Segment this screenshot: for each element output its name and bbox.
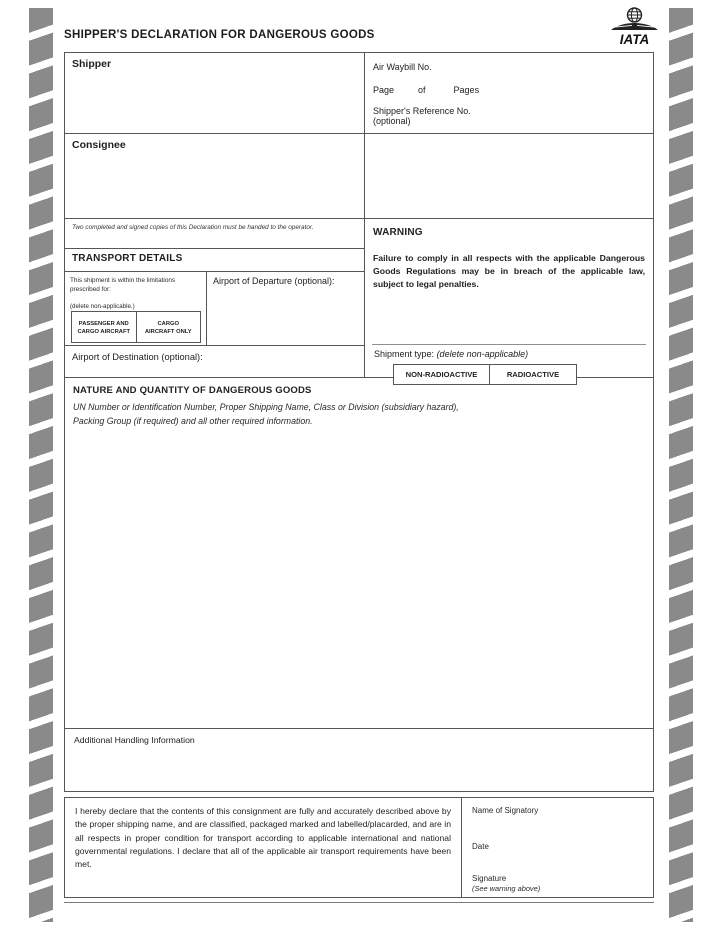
copies-note: Two completed and signed copies of this Declaration must be handed to the operator. (65, 219, 364, 249)
airport-of-destination-label: Airport of Destination (optional): (72, 352, 203, 362)
radioactive-option[interactable]: RADIOACTIVE (490, 365, 576, 384)
left-column (65, 53, 365, 377)
airport-of-destination-field[interactable] (65, 346, 364, 377)
date-field[interactable]: Date (472, 842, 489, 851)
limitations-line1: This shipment is within the limitations (70, 277, 176, 284)
air-waybill-label: Air Waybill No. (373, 62, 432, 72)
pages-label: Pages (453, 85, 480, 95)
shipper-field[interactable] (65, 53, 364, 134)
declaration-statement: I hereby declare that the contents of this consignment are fully and accurately described above by the proper shipping name, and are classified, packaged marked and labelled/placarded, and are in all respects in proper condition for transport according to applicable international and national governmental regulations. I declare that all of the applicable air transport requirements have been met. (65, 798, 462, 897)
air-waybill-field[interactable] (365, 53, 653, 134)
warning-body: Failure to comply in all respects with the applicable Dangerous Goods Regulations may be in breach of the applicable law, subject to legal penalties. (373, 253, 645, 289)
shipment-type-note: (delete non-applicable) (436, 349, 529, 359)
aircraft-limitation-options (71, 311, 201, 343)
airport-of-departure-label: Airport of Departure (optional): (213, 276, 335, 286)
right-column (365, 53, 653, 377)
warning-heading: WARNING (373, 227, 423, 238)
of-label: of (418, 85, 426, 95)
name-of-signatory-field[interactable]: Name of Signatory (472, 806, 539, 815)
delete-non-applicable-note: (delete non-applicable.) (70, 303, 135, 310)
consignee-label: Consignee (72, 139, 126, 151)
iata-logo-icon (610, 6, 659, 50)
nature-quantity-heading: NATURE AND QUANTITY OF DANGEROUS GOODS (73, 385, 312, 396)
additional-handling-label: Additional Handling Information (74, 735, 195, 745)
airport-of-departure-field[interactable] (207, 272, 364, 345)
iata-logo-text: IATA (619, 32, 650, 47)
hatched-border-right-icon (669, 8, 693, 922)
shipper-label: Shipper (72, 58, 112, 70)
shipment-type-options (393, 364, 577, 385)
hatched-border-left-icon (29, 8, 53, 922)
shipment-type-row (374, 349, 528, 359)
warning-divider (372, 344, 646, 345)
limitations-line2: prescribed for: (70, 286, 111, 293)
declaration-section (64, 797, 654, 898)
transport-details-label: TRANSPORT DETAILS (72, 253, 183, 264)
non-radioactive-option[interactable]: NON-RADIOACTIVE (394, 365, 490, 384)
page-of-pages-field[interactable] (373, 85, 645, 95)
limitations-cell (65, 272, 207, 345)
shippers-reference-optional-note: (optional) (373, 116, 411, 126)
cargo-aircraft-only-option[interactable]: CARGO AIRCRAFT ONLY (144, 321, 192, 335)
upper-form-grid (64, 52, 654, 378)
blank-field[interactable] (365, 134, 653, 219)
additional-handling-divider (64, 728, 654, 729)
nature-quantity-subheading: UN Number or Identification Number, Proper Shipping Name, Class or Division (subsidiary hazard), Packing Group (if required) and all other required information. (73, 402, 459, 426)
signature-warning-note: (See warning above) (472, 884, 541, 893)
shipment-type-label: Shipment type: (374, 349, 435, 359)
page-label: Page (373, 85, 395, 95)
bottom-border-line (64, 902, 654, 903)
nature-quantity-section[interactable] (64, 378, 654, 792)
warning-section (365, 219, 653, 377)
form-title: SHIPPER'S DECLARATION FOR DANGEROUS GOODS (64, 29, 375, 41)
consignee-field[interactable] (65, 134, 364, 219)
transport-details-header (65, 249, 364, 272)
signature-field[interactable]: Signature (472, 874, 507, 883)
transport-details-row (65, 272, 364, 346)
passenger-cargo-aircraft-option[interactable]: PASSENGER AND CARGO AIRCRAFT (72, 312, 137, 342)
shippers-reference-label: Shipper's Reference No. (373, 106, 471, 116)
signatory-column (462, 798, 653, 897)
